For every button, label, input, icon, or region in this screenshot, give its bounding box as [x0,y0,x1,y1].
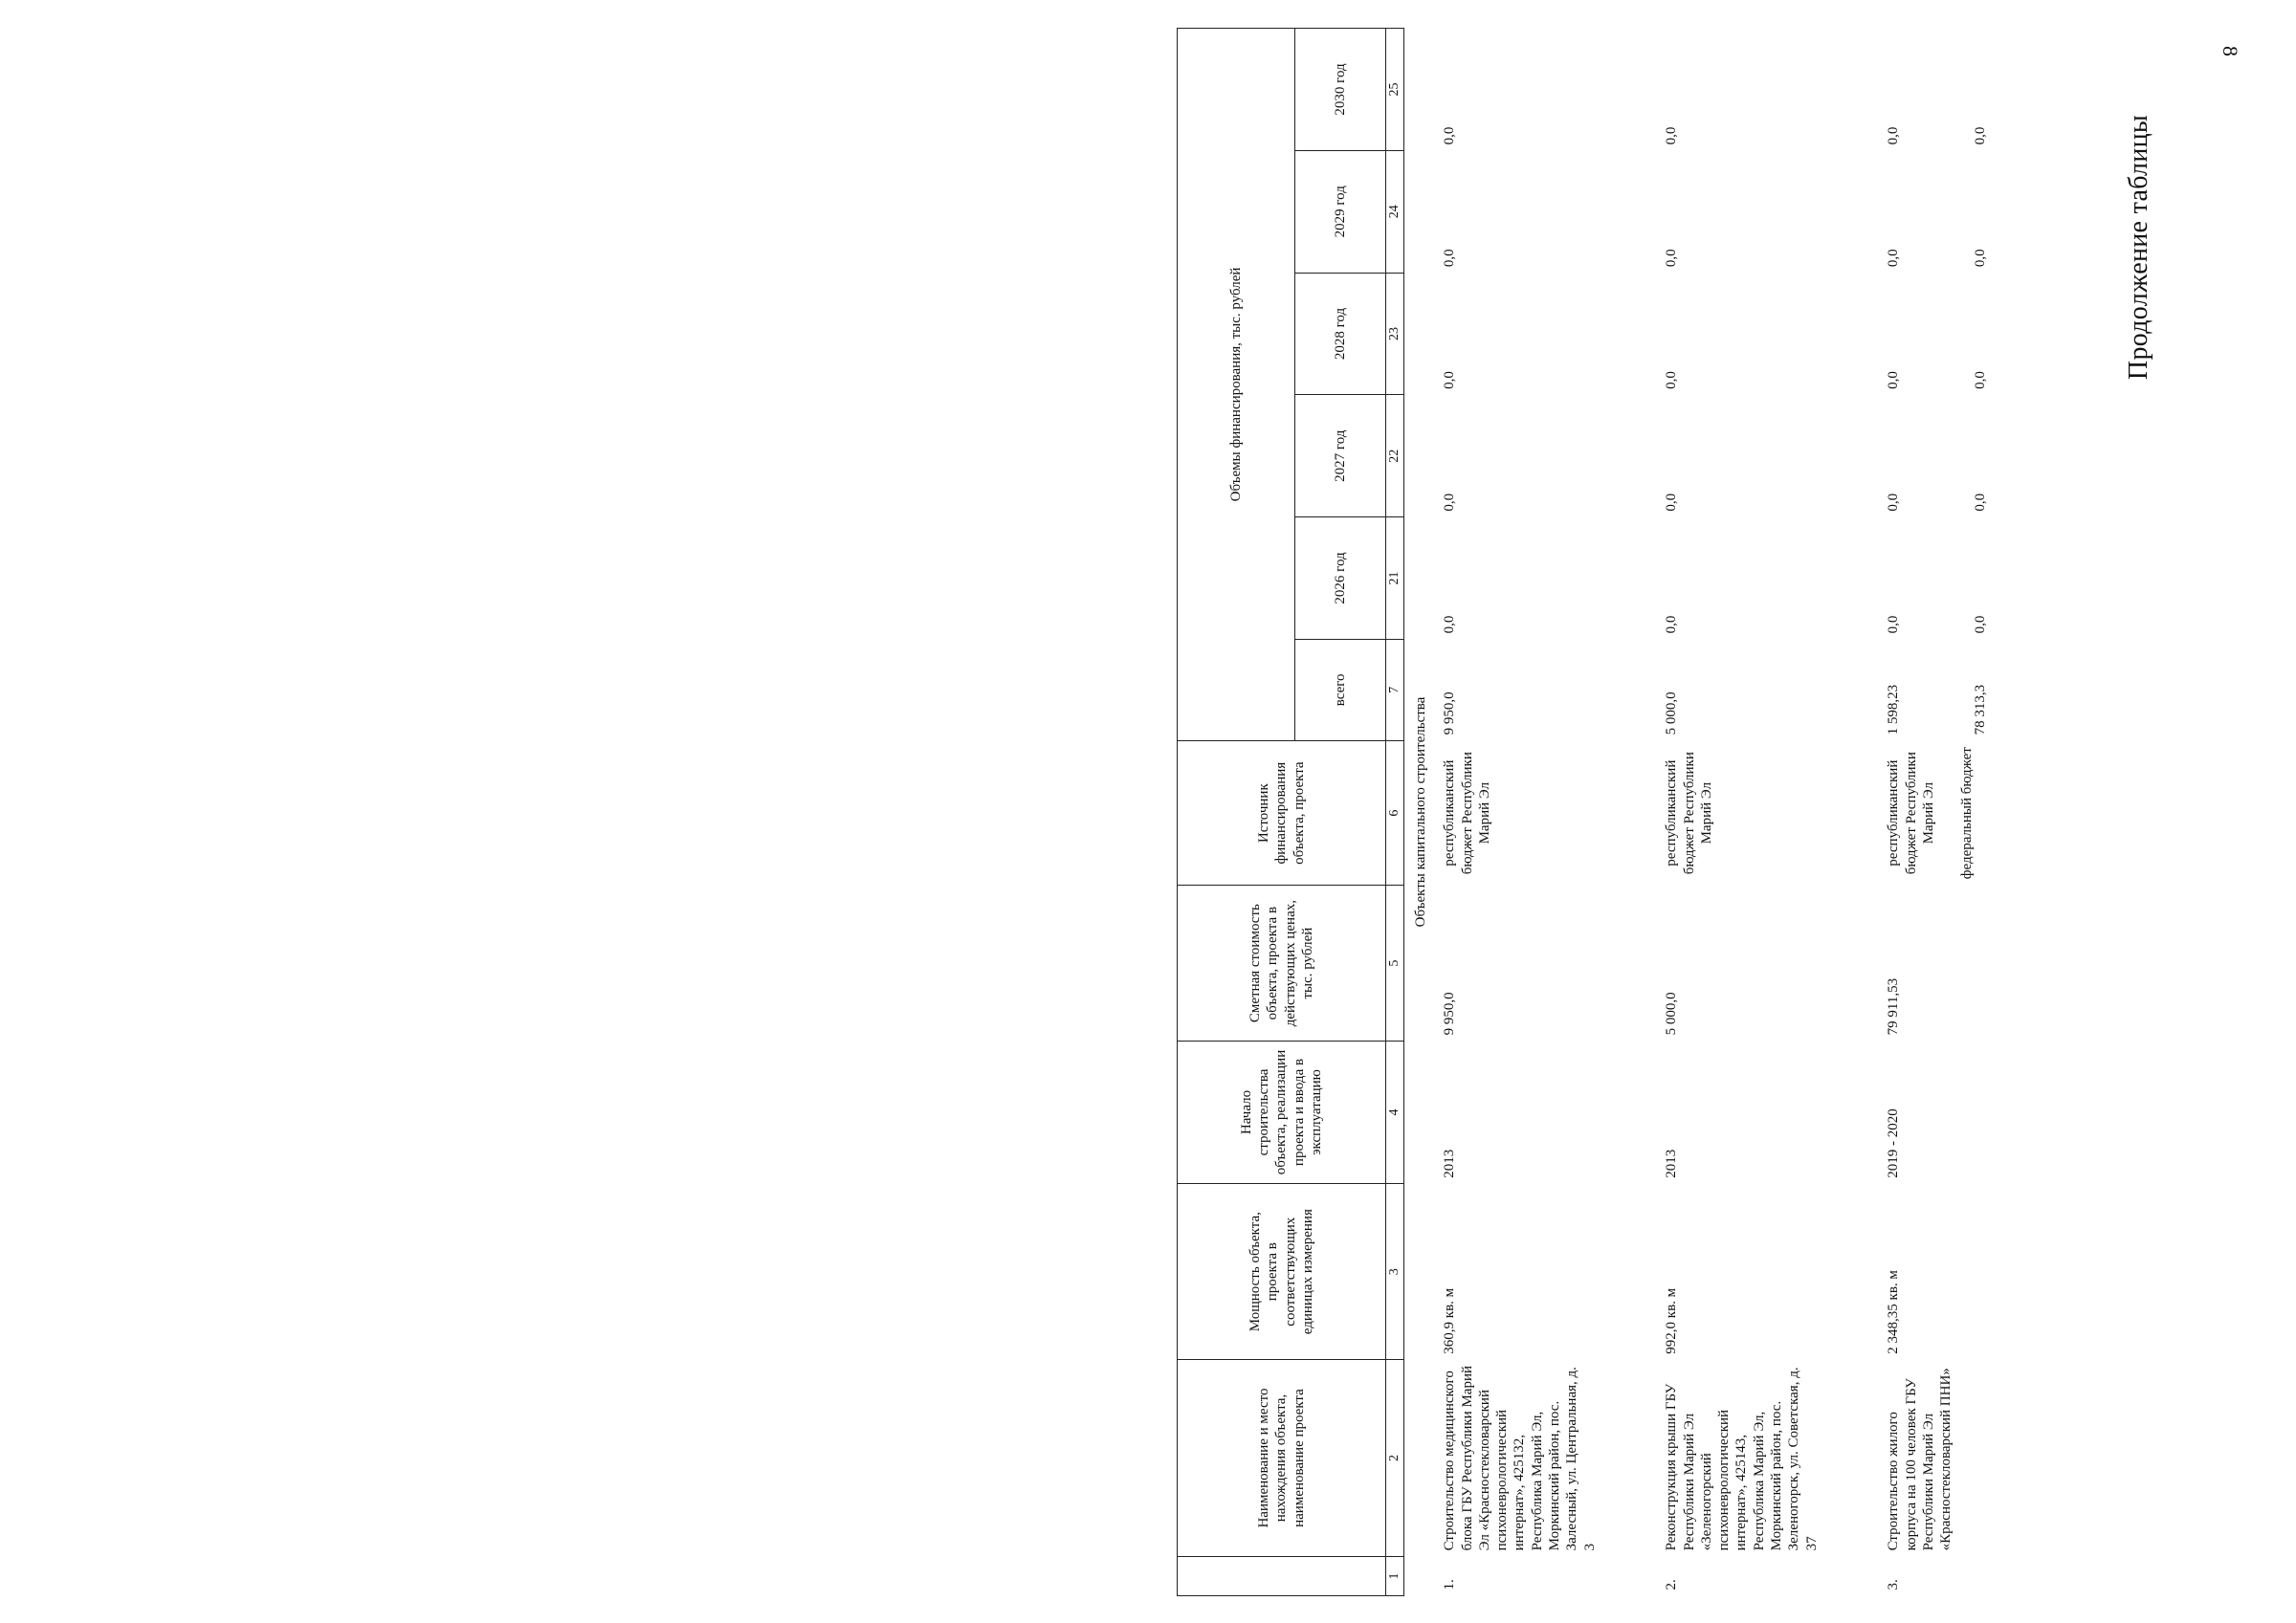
column-number: 24 [1386,150,1404,273]
table-row [1883,29,1991,1596]
start-year: 2013 [1664,1149,1680,1178]
funding-total-cell [1883,639,1991,740]
header-year-2028: 2028 год [1295,273,1386,395]
table-body [1404,29,1991,1596]
column-number: 25 [1386,29,1404,151]
value-spacer [1903,523,1972,634]
estimated-cost: 9 950,0 [1442,992,1458,1036]
funding-2029: 0,0 [1664,249,1680,268]
funding-2028: 0,0 [1972,371,1988,389]
header-funding-source: Источник финансирования объекта, проекта [1178,740,1386,886]
column-number: 5 [1386,886,1404,1041]
column-number: 22 [1386,395,1404,517]
header-start: Начало строительства объекта, реализации проекта и ввода в эксплуатацию [1178,1041,1386,1183]
value-spacer [1903,34,1972,145]
funding-2026: 0,0 [1664,615,1680,634]
header-estimated-cost: Сметная стоимость объекта, проекта в действующих ценах, тыс. рублей [1178,886,1386,1041]
value-spacer [1903,156,1972,267]
header-funding-volumes: Объемы финансирования, тыс. рублей [1178,29,1295,741]
section-title: Объекты капитального строительства [1413,696,1428,928]
column-number: 6 [1386,740,1404,886]
investment-table [1177,28,1991,1596]
funding-total: 78 313,3 [1972,684,1988,735]
header-year-2027: 2027 год [1295,395,1386,517]
object-name: Строительство медицинского блока ГБУ Республики Марий Эл «Красностекловарский психоневрологический интернат», 425132, Республика Марий Эл, Моркинский район, пос. Залесный, ул. Центральная, д. 3 [1442,1365,1598,1551]
funding-2030-cell [1883,29,1991,151]
object-name: Строительство жилого корпуса на 100 человек ГБУ Республики Марий Эл «Красностекловарский ПНИ» [1886,1368,1954,1551]
section-row [1404,29,1440,1596]
start-year: 2013 [1442,1149,1458,1178]
funding-source: республиканский бюджет Республики Марий Эл [1442,752,1492,875]
table-row [1439,29,1661,1596]
column-number: 7 [1386,639,1404,740]
funding-2027: 0,0 [1972,493,1988,512]
capacity: 992,0 кв. м [1664,1287,1680,1354]
object-name: Реконструкция крыши ГБУ Республики Марий Эл «Зеленогорский психоневрологический интернат», 425143, Республика Марий Эл, Моркинский район, пос. Зеленогорск, ул. Советская, д. 37 [1664,1367,1820,1551]
funding-source-cell [1883,740,1991,886]
funding-2027-cell [1883,395,1991,517]
funding-total: 1 598,23 [1886,684,1902,735]
funding-2030: 0,0 [1664,126,1680,145]
funding-2028: 0,0 [1664,371,1680,389]
column-number: 2 [1386,1360,1404,1557]
funding-source: республиканский бюджет Республики Марий Эл [1886,752,1936,875]
capacity: 2 348,35 кв. м [1886,1270,1902,1354]
header-total: всего [1295,639,1386,740]
funding-2029-cell [1883,150,1991,273]
value-spacer [1903,401,1972,512]
header-year-2026: 2026 год [1295,517,1386,640]
row-number: 1. [1442,1579,1458,1590]
funding-2030: 0,0 [1442,126,1458,145]
funding-total: 5 000,0 [1664,691,1680,735]
funding-2029: 0,0 [1442,249,1458,268]
estimated-cost: 5 000,0 [1664,992,1680,1036]
column-number: 23 [1386,273,1404,395]
document-sheet [1177,28,2086,1596]
funding-2027: 0,0 [1664,493,1680,512]
funding-2029: 0,0 [1972,249,1988,268]
funding-2028-cell [1883,273,1991,395]
funding-total: 9 950,0 [1442,691,1458,735]
column-number: 4 [1386,1041,1404,1183]
funding-2026-cell [1883,517,1991,640]
capacity: 360,9 кв. м [1442,1287,1458,1354]
column-number: 1 [1386,1556,1404,1595]
row-number: 2. [1664,1579,1680,1590]
table-continuation-heading: Продолжение таблицы [2124,115,2153,381]
value-spacer [1903,645,1972,735]
funding-2026: 0,0 [1886,615,1902,634]
funding-2030: 0,0 [1886,126,1902,145]
table-row [1661,29,1883,1596]
start-year: 2019 - 2020 [1886,1108,1902,1178]
column-number: 21 [1386,517,1404,640]
funding-2030: 0,0 [1972,126,1988,145]
header-object-name: Наименование и место нахождения объекта, наименование проекта [1178,1360,1386,1557]
header-row-number [1178,1556,1386,1595]
page-number: 8 [2219,46,2242,56]
funding-2029: 0,0 [1886,249,1902,268]
row-number: 3. [1886,1579,1902,1590]
funding-source: федеральный бюджет [1959,747,1976,880]
funding-source: республиканский бюджет Республики Марий Эл [1664,752,1714,875]
table-header [1178,29,1404,1596]
header-year-2030: 2030 год [1295,29,1386,151]
funding-2028: 0,0 [1442,371,1458,389]
funding-2027: 0,0 [1886,493,1902,512]
funding-2026: 0,0 [1442,615,1458,634]
source-spacer [1937,746,1958,880]
funding-2026: 0,0 [1972,615,1988,634]
column-numbers-row [1386,29,1404,1596]
rotated-page [1148,0,2296,1623]
header-capacity: Мощность объекта, проекта в соответствующих единицах измерения [1178,1184,1386,1360]
header-year-2029: 2029 год [1295,150,1386,273]
estimated-cost: 79 911,53 [1886,977,1902,1036]
funding-2028: 0,0 [1886,371,1902,389]
column-number: 3 [1386,1184,1404,1360]
value-spacer [1903,278,1972,389]
funding-2027: 0,0 [1442,493,1458,512]
